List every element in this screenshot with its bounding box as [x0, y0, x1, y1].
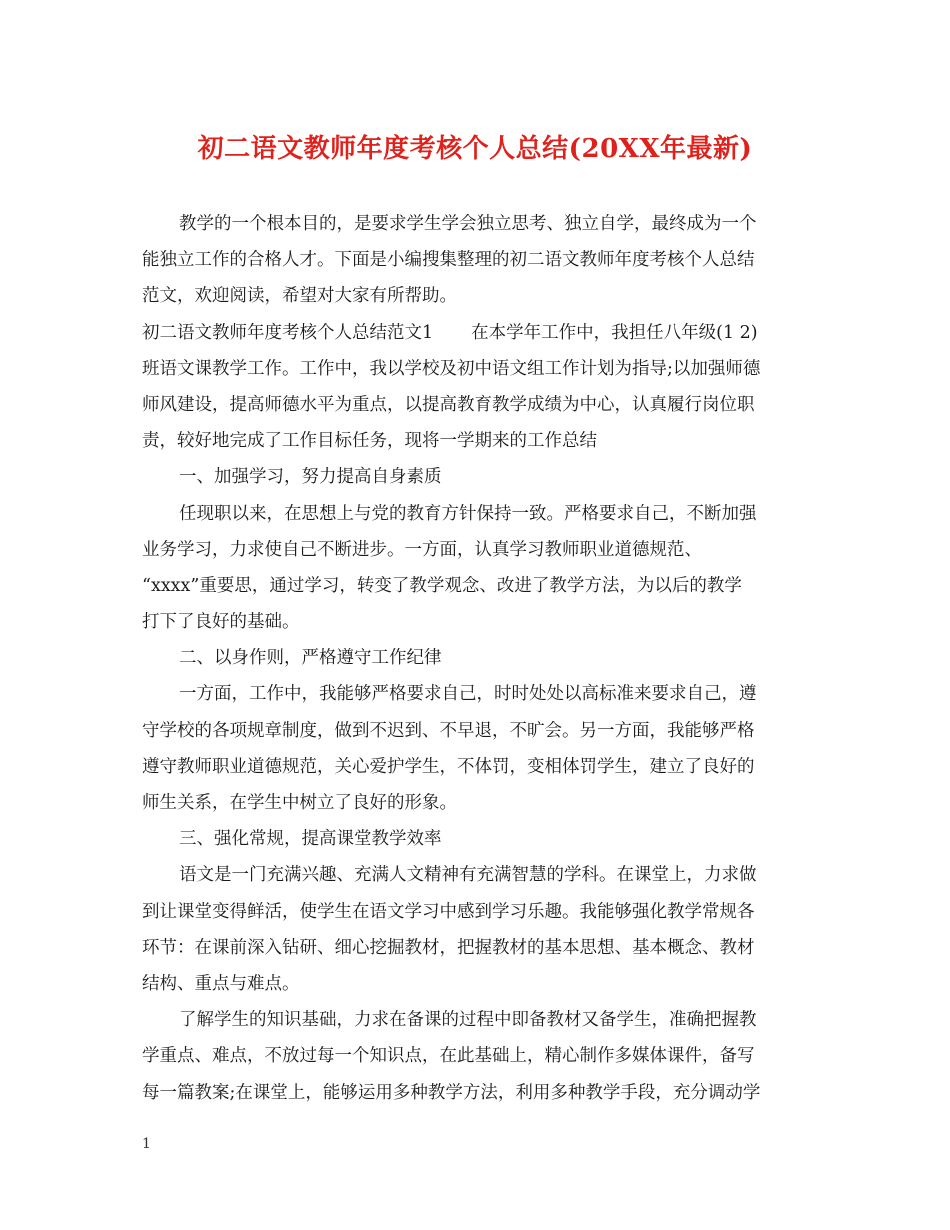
paragraph-line: 语文是一门充满兴趣、充满人文精神有充满智慧的学科。在课堂上，力求做 — [179, 865, 757, 886]
document-body — [142, 206, 804, 1111]
paragraph-line: 结构、重点与难点。 — [142, 973, 300, 994]
paragraph-line: 教学的一个根本目的，是要求学生学会独立思考、独立自学，最终成为一个 — [179, 214, 757, 234]
paragraph-line: 环节：在课前深入钻研、细心挖掘教材，把握教材的基本思想、基本概念、教材 — [142, 937, 755, 958]
section-heading: 一、加强学习，努力提高自身素质 — [179, 467, 442, 488]
paragraph-line: 到让课堂变得鲜活，使学生在语文学习中感到学习乐趣。我能够强化教学常规各 — [142, 901, 755, 922]
paragraph-line: 业务学习，力求使自己不断进步。一方面，认真学习教师职业道德规范、 — [142, 539, 702, 560]
paragraph-line: 打下了良好的基础。 — [142, 612, 300, 633]
paragraph-line: 范文，欢迎阅读，希望对大家有所帮助。 — [142, 286, 457, 307]
paragraph-line: 在本学年工作中，我担任八年级(1 2) — [471, 322, 758, 343]
paragraph-line: 责，较好地完成了工作目标任务，现将一学期来的工作总结 — [142, 431, 597, 452]
paragraph-line: 能独立工作的合格人才。下面是小编搜集整理的初二语文教师年度考核个人总结 — [142, 250, 755, 271]
paragraph-line: 每一篇教案;在课堂上，能够运用多种教学方法，利用多种教学手段，充分调动学 — [142, 1082, 761, 1103]
paragraph-line: 一方面，工作中，我能够严格要求自己，时时处处以高标准来要求自己，遵 — [179, 684, 757, 705]
paragraph-line: 师风建设，提高师德水平为重点，以提高教育教学成绩为中心，认真履行岗位职 — [142, 394, 755, 415]
paragraph-line: 师生关系，在学生中树立了良好的形象。 — [142, 793, 457, 813]
paragraph-line: 遵守教师职业道德规范，关心爱护学生，不体罚，变相体罚学生，建立了良好的 — [142, 756, 755, 777]
paragraph-line: 班语文课教学工作。工作中，我以学校及初中语文组工作计划为指导;以加强师德 — [142, 358, 761, 379]
section-heading: 三、强化常规，提高课堂教学效率 — [179, 829, 442, 850]
section-heading: 二、以身作则，严格遵守工作纪律 — [179, 648, 442, 669]
paragraph-line: 学重点、难点，不放过每一个知识点，在此基础上，精心制作多媒体课件，备写 — [142, 1046, 755, 1067]
page-number: 1 — [142, 1136, 151, 1152]
paragraph-line: 任现职以来，在思想上与党的教育方针保持一致。严格要求自己，不断加强 — [179, 503, 757, 524]
paragraph-line: 了解学生的知识基础，力求在备课的过程中即备教材又备学生，准确把握教 — [179, 1010, 757, 1031]
paragraph-line: “xxxx”重要思，通过学习，转变了教学观念、改进了教学方法，为以后的教学 — [142, 575, 742, 596]
document-title: 初二语文教师年度考核个人总结(20XX年最新) — [197, 134, 753, 164]
paragraph-line-sample-heading — [142, 315, 804, 351]
paragraph-line: 守学校的各项规章制度，做到不迟到、不早退，不旷会。另一方面，我能够严格 — [142, 720, 755, 741]
sample-title: 初二语文教师年度考核个人总结范文1 — [142, 322, 434, 343]
